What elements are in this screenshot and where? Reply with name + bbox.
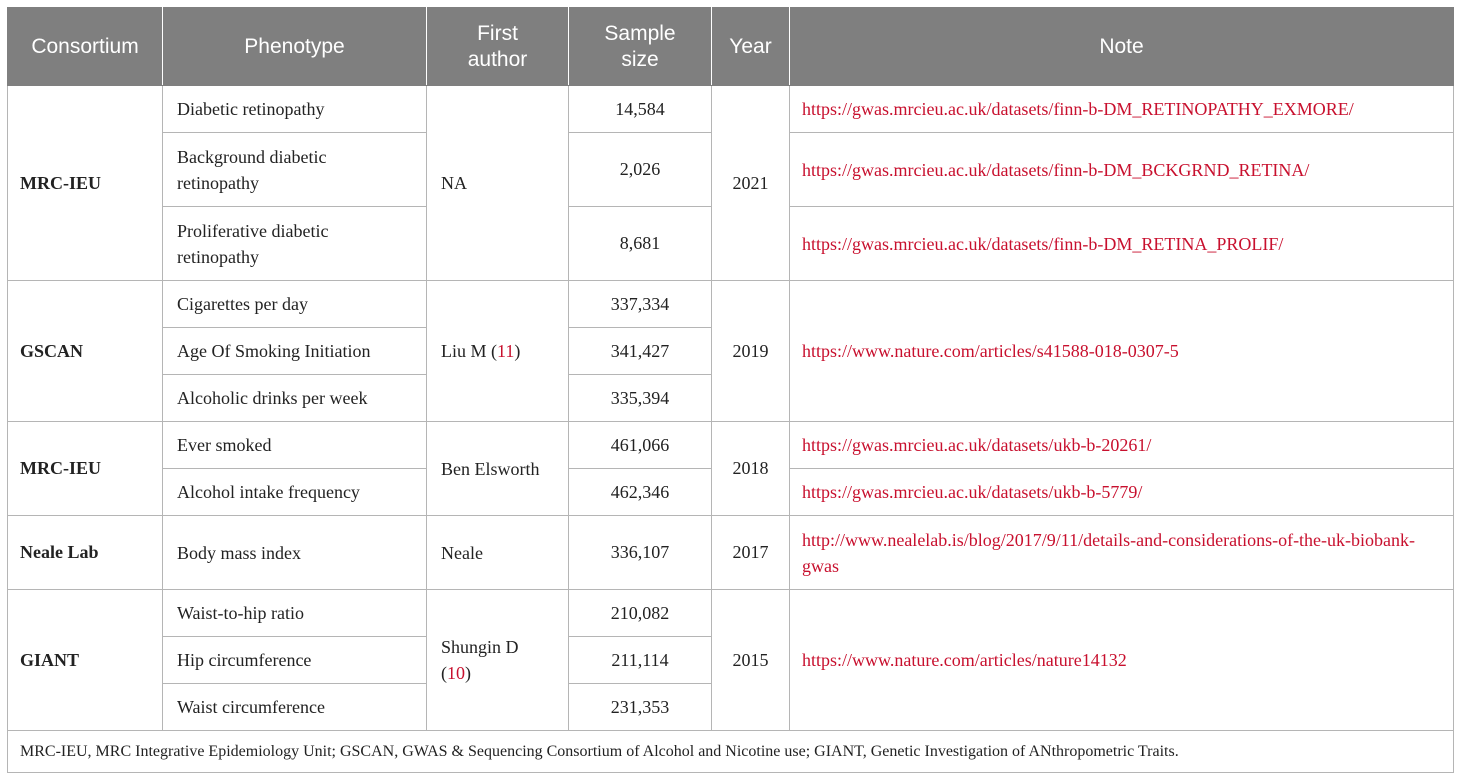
sample-size-cell: 8,681: [569, 207, 712, 281]
phenotype-cell: Diabetic retinopathy: [163, 86, 427, 133]
sample-size-cell: 210,082: [569, 590, 712, 637]
phenotype-cell: Waist circumference: [163, 684, 427, 731]
sample-size-cell: 14,584: [569, 86, 712, 133]
consortium-cell: GSCAN: [8, 281, 163, 422]
note-link[interactable]: http://www.nealelab.is/blog/2017/9/11/details-and-considerations-of-the-uk-biobank-gwas: [790, 516, 1454, 590]
note-link[interactable]: https://www.nature.com/articles/s41588-018-0307-5: [790, 281, 1454, 422]
phenotype-cell: Hip circumference: [163, 637, 427, 684]
note-link[interactable]: https://gwas.mrcieu.ac.uk/datasets/finn-b-DM_RETINA_PROLIF/: [790, 207, 1454, 281]
header-year: Year: [712, 8, 790, 86]
header-row: [8, 8, 1454, 86]
citation-link[interactable]: 11: [497, 341, 515, 361]
consortium-cell: MRC-IEU: [8, 86, 163, 281]
note-link[interactable]: https://www.nature.com/articles/nature14132: [790, 590, 1454, 731]
author-cell: Neale: [427, 516, 569, 590]
phenotype-cell: Alcohol intake frequency: [163, 469, 427, 516]
author-cell: Ben Elsworth: [427, 422, 569, 516]
header-sample-size-line2: size: [621, 47, 659, 71]
note-link[interactable]: https://gwas.mrcieu.ac.uk/datasets/ukb-b-20261/: [790, 422, 1454, 469]
author-cell: Shungin D (10): [427, 590, 569, 731]
year-cell: 2019: [712, 281, 790, 422]
header-consortium: Consortium: [8, 8, 163, 86]
table-row: [8, 516, 1454, 590]
header-phenotype: Phenotype: [163, 8, 427, 86]
header-sample-size: [569, 8, 712, 86]
note-link[interactable]: https://gwas.mrcieu.ac.uk/datasets/finn-b-DM_BCKGRND_RETINA/: [790, 133, 1454, 207]
year-cell: 2018: [712, 422, 790, 516]
author-cell: NA: [427, 86, 569, 281]
table-footnote: MRC-IEU, MRC Integrative Epidemiology Unit; GSCAN, GWAS & Sequencing Consortium of Alcohol and Nicotine use; GIANT, Genetic Investigation of ANthropometric Traits.: [8, 731, 1454, 773]
author-cell: Liu M (11): [427, 281, 569, 422]
phenotype-cell: Cigarettes per day: [163, 281, 427, 328]
author-name: Liu M: [441, 341, 487, 361]
sample-size-cell: 341,427: [569, 328, 712, 375]
sample-size-cell: 336,107: [569, 516, 712, 590]
header-first-author-line1: First: [477, 21, 518, 45]
year-cell: 2021: [712, 86, 790, 281]
table-row: [8, 86, 1454, 133]
phenotype-cell: Ever smoked: [163, 422, 427, 469]
note-link[interactable]: https://gwas.mrcieu.ac.uk/datasets/ukb-b-5779/: [790, 469, 1454, 516]
table-row: [8, 590, 1454, 637]
header-first-author-line2: author: [467, 47, 528, 71]
note-link[interactable]: https://gwas.mrcieu.ac.uk/datasets/finn-b-DM_RETINOPATHY_EXMORE/: [790, 86, 1454, 133]
data-table: [7, 7, 1454, 773]
year-cell: 2017: [712, 516, 790, 590]
phenotype-cell: Alcoholic drinks per week: [163, 375, 427, 422]
header-note: Note: [790, 8, 1454, 86]
sample-size-cell: 335,394: [569, 375, 712, 422]
phenotype-cell: Waist-to-hip ratio: [163, 590, 427, 637]
footnote-row: [8, 731, 1454, 773]
citation-link[interactable]: 10: [447, 663, 465, 683]
year-cell: 2015: [712, 590, 790, 731]
consortium-cell: GIANT: [8, 590, 163, 731]
author-name: Shungin D: [441, 637, 519, 657]
phenotype-cell: Proliferative diabetic retinopathy: [163, 207, 427, 281]
sample-size-cell: 2,026: [569, 133, 712, 207]
consortium-cell: MRC-IEU: [8, 422, 163, 516]
sample-size-cell: 462,346: [569, 469, 712, 516]
table-row: [8, 422, 1454, 469]
consortium-cell: Neale Lab: [8, 516, 163, 590]
sample-size-cell: 461,066: [569, 422, 712, 469]
table-row: [8, 281, 1454, 328]
sample-size-cell: 337,334: [569, 281, 712, 328]
phenotype-cell: Background diabetic retinopathy: [163, 133, 427, 207]
header-sample-size-line1: Sample: [604, 21, 676, 45]
header-first-author: [427, 8, 569, 86]
sample-size-cell: 231,353: [569, 684, 712, 731]
sample-size-cell: 211,114: [569, 637, 712, 684]
phenotype-cell: Body mass index: [163, 516, 427, 590]
phenotype-cell: Age Of Smoking Initiation: [163, 328, 427, 375]
